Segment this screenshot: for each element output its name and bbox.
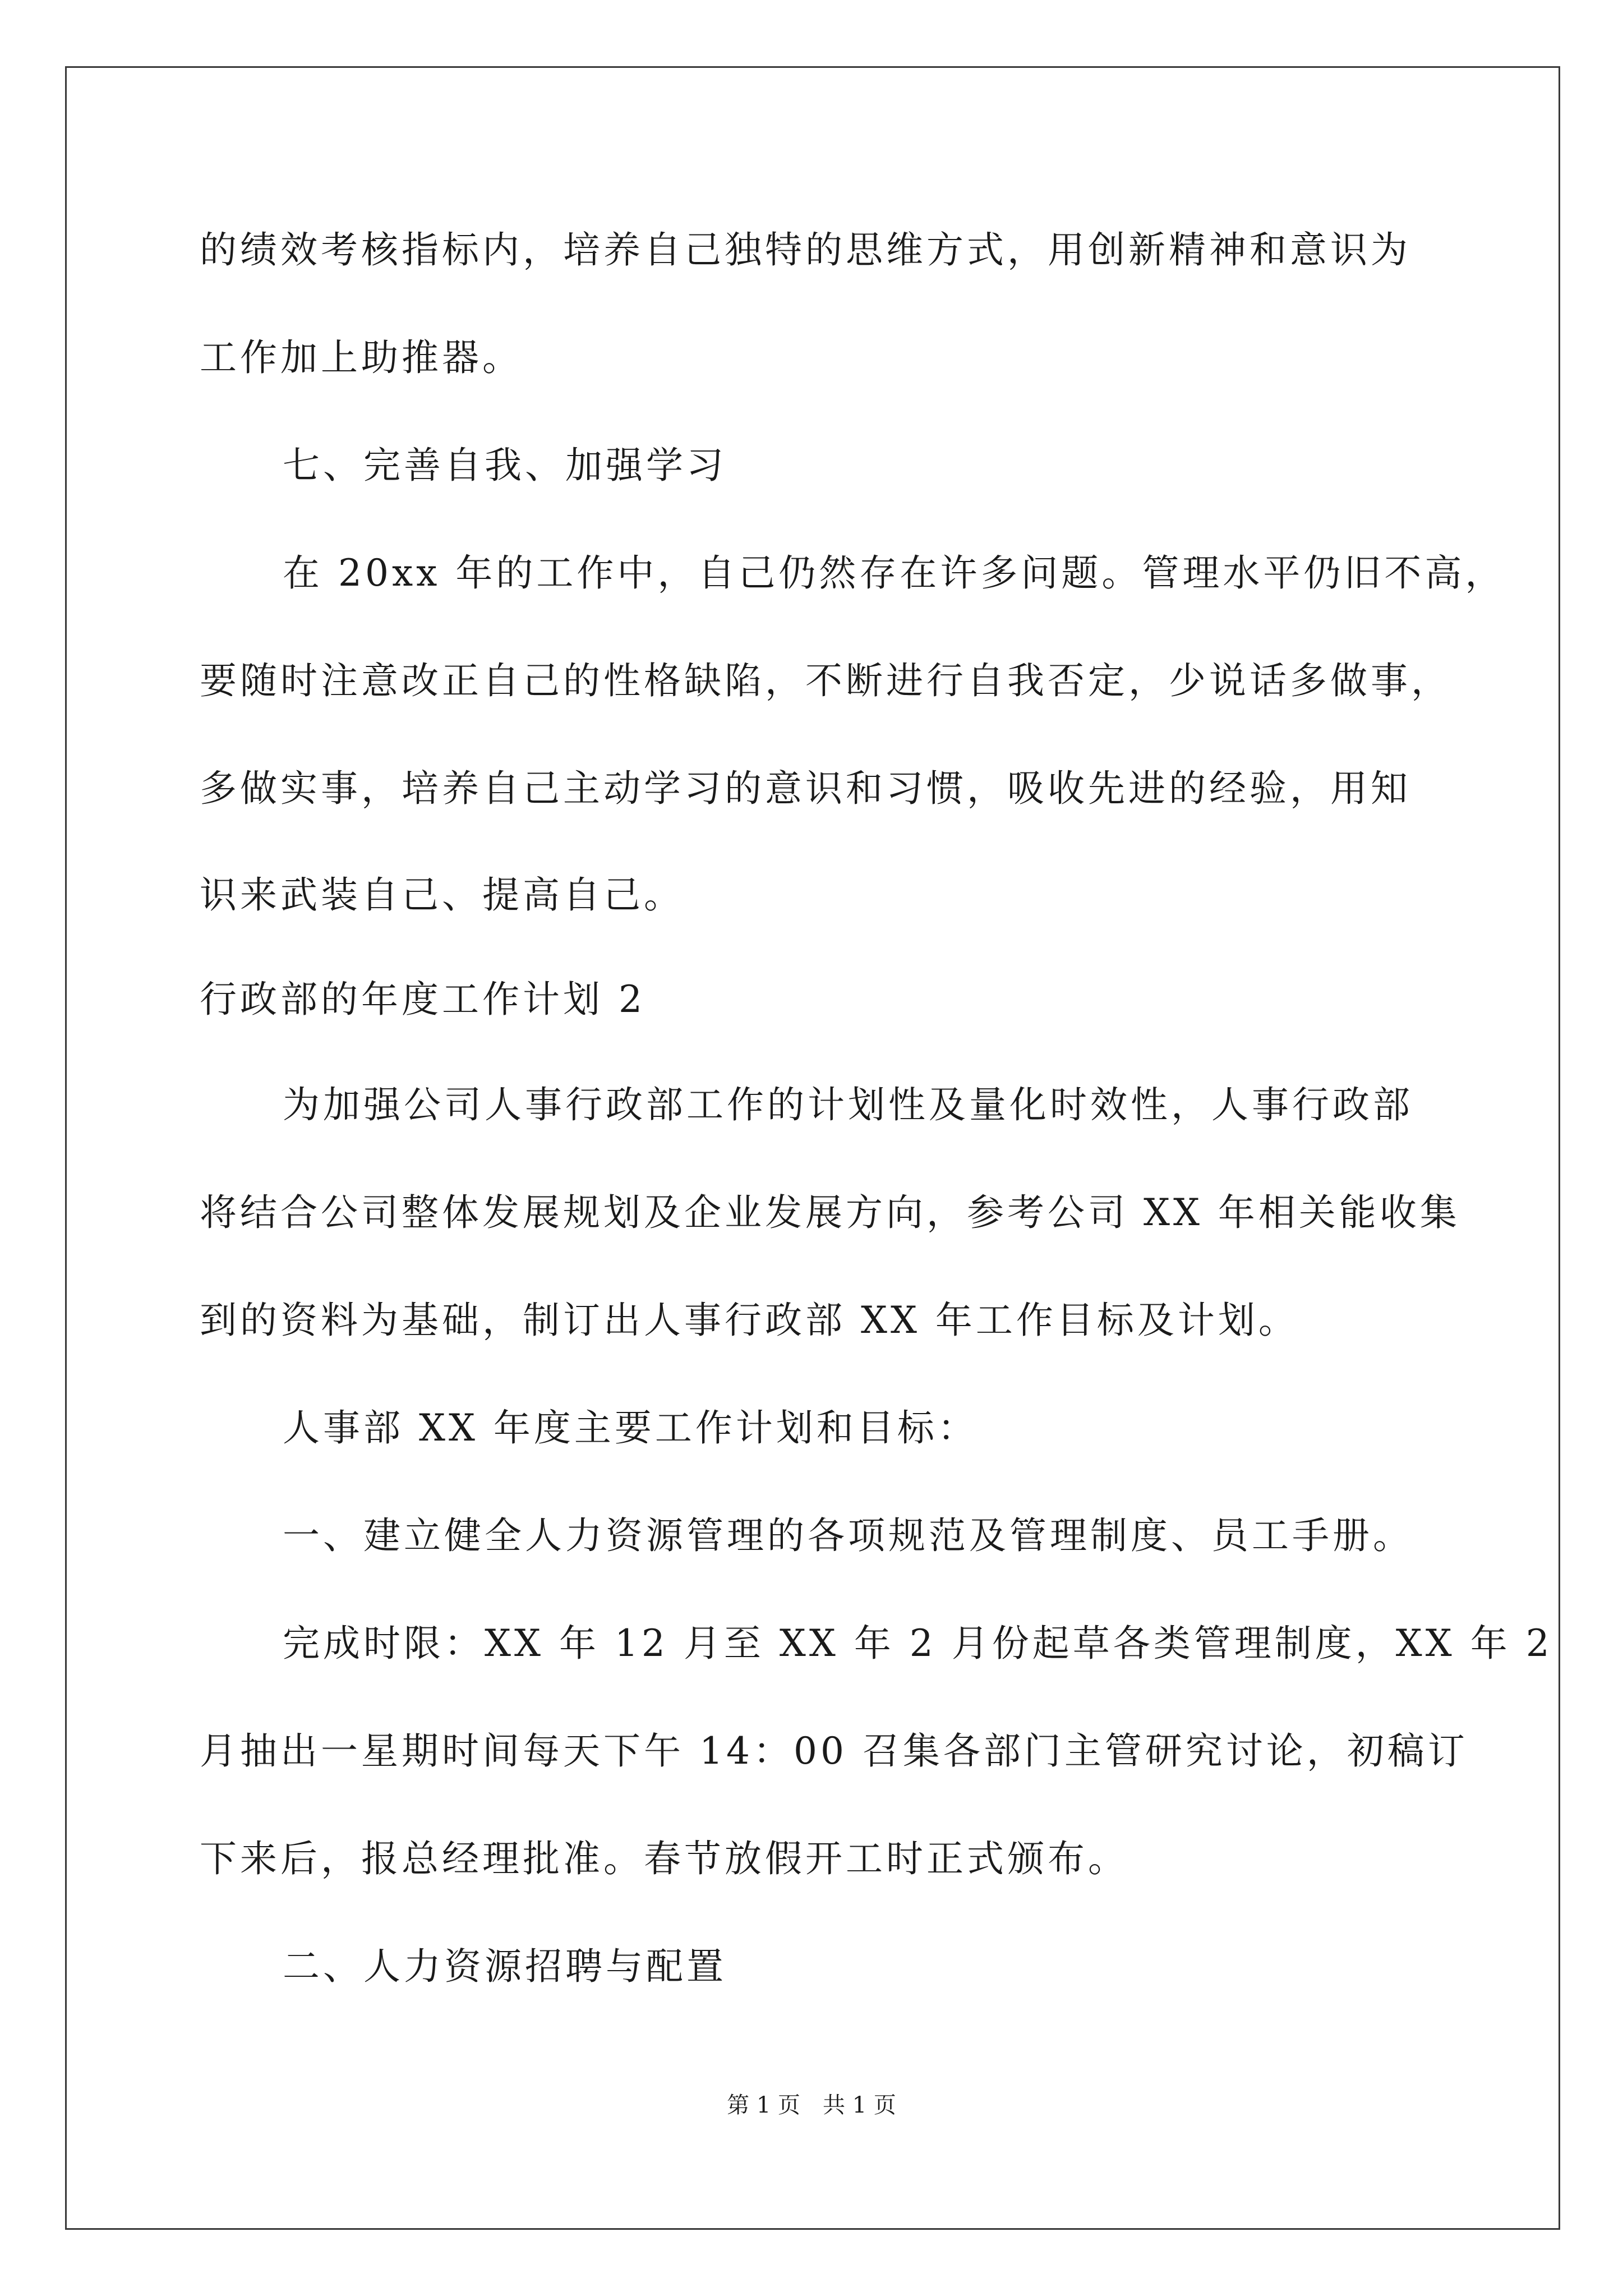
page-number: 第 1 页 共 1 页 [727,2092,896,2118]
document-title: 行政部的年度工作计划 2 [200,978,645,1021]
section-heading: 七、完善自我、加强学习 [283,444,727,487]
text-line: 完成时限：XX 年 12 月至 XX 年 2 月份起草各类管理制度，XX 年 2 [283,1622,1553,1665]
text-line: 识来武装自己、提高自己。 [200,873,684,917]
section-heading: 一、建立健全人力资源管理的各项规范及管理制度、员工手册。 [283,1514,1413,1557]
text-line: 人事部 XX 年度主要工作计划和目标： [283,1406,978,1450]
text-line: 月抽出一星期时间每天下午 14：00 召集各部门主管研究讨论，初稿订 [200,1729,1468,1773]
text-line: 为加强公司人事行政部工作的计划性及量化时效性，人事行政部 [283,1083,1413,1126]
text-line: 要随时注意改正自己的性格缺陷，不断进行自我否定，少说话多做事， [200,659,1451,702]
text-line: 到的资料为基础，制订出人事行政部 XX 年工作目标及计划。 [200,1299,1299,1342]
text-line: 的绩效考核指标内，培养自己独特的思维方式，用创新精神和意识为 [200,228,1411,272]
text-line: 将结合公司整体发展规划及企业发展方向，参考公司 XX 年相关能收集 [200,1191,1460,1234]
text-line: 多做实事，培养自己主动学习的意识和习惯，吸收先进的经验，用知 [200,767,1411,810]
page-border [65,66,1560,2230]
text-line: 下来后，报总经理批准。春节放假开工时正式颁布。 [200,1837,1128,1880]
text-line: 在 20xx 年的工作中，自己仍然存在许多问题。管理水平仍旧不高， [283,551,1506,595]
section-heading: 二、人力资源招聘与配置 [283,1945,727,1988]
text-line: 工作加上助推器。 [200,336,523,379]
